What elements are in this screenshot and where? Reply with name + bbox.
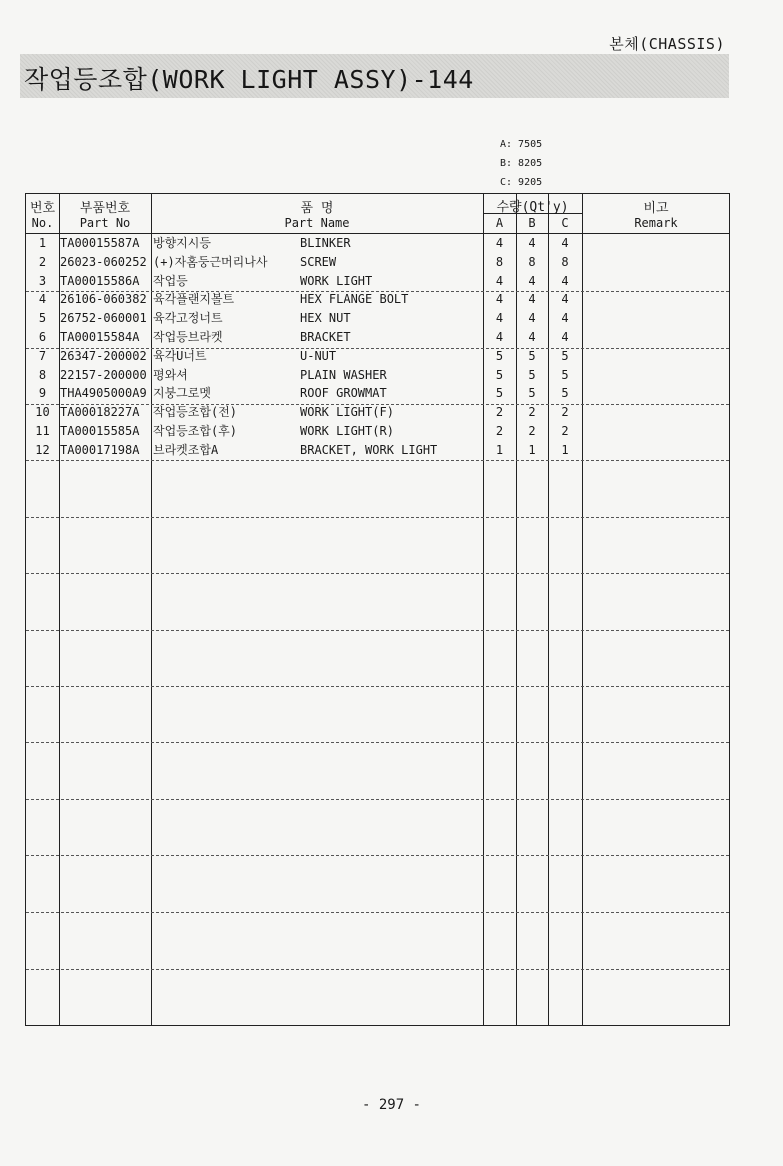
cell-b: 5	[528, 386, 536, 401]
cell-a: 5	[495, 386, 504, 401]
table-row	[26, 384, 729, 403]
cell-no: 11	[35, 424, 50, 438]
cell-kr: 육각플랜지볼트	[153, 292, 235, 307]
cell-part-no: 26752-060001	[60, 311, 147, 326]
cell-a: 4	[495, 311, 504, 326]
header-no-en: No.	[31, 216, 54, 230]
cell-part-no: TA00015587A	[60, 236, 140, 250]
cell-a: 5	[495, 367, 504, 382]
cell-no: 10	[35, 405, 50, 420]
cell-kr: 작업등	[153, 273, 188, 288]
cell-no: 4	[38, 292, 47, 307]
cell-kr: 평와셔	[153, 367, 188, 382]
cell-c: 5	[561, 386, 569, 401]
cell-c: 4	[561, 311, 569, 326]
cell-b: 1	[528, 442, 536, 457]
cell-b: 4	[528, 292, 536, 307]
page-number: - 297 -	[361, 1097, 421, 1113]
cell-no: 6	[38, 330, 47, 344]
cell-a: 1	[495, 442, 504, 457]
table-row	[26, 403, 729, 422]
cell-kr: 작업등조합(전)	[153, 405, 238, 420]
header-partno-kr: 부품번호	[79, 201, 131, 216]
cell-a: 8	[495, 254, 504, 269]
cell-part-no: THA4905000A9	[60, 386, 147, 401]
header-name-kr: 품 명	[300, 201, 334, 216]
header-qty: 수량(Qt'y)	[496, 200, 569, 215]
cell-kr: (+)자홈둥근머리나사	[153, 254, 268, 269]
cell-b: 8	[528, 254, 536, 269]
header-remark-kr: 비고	[643, 201, 669, 216]
cell-a: 2	[495, 405, 504, 420]
cell-c: 1	[561, 442, 569, 457]
cell-part-no: TA00018227A	[60, 405, 140, 420]
table-row	[26, 328, 729, 347]
cell-part-no: 22157-200000	[60, 367, 147, 382]
cell-c: 2	[561, 405, 569, 420]
cell-b: 4	[528, 273, 536, 288]
cell-a: 2	[495, 424, 504, 438]
cell-en: WORK LIGHT	[300, 273, 373, 288]
cell-no: 7	[38, 348, 47, 363]
cell-en: BLINKER	[300, 236, 351, 250]
cell-part-no: 26347-200002	[60, 348, 147, 363]
table-row	[26, 441, 729, 460]
header-name-en: Part Name	[284, 216, 350, 230]
cell-en: HEX NUT	[300, 311, 351, 326]
model-a: A: 7505	[500, 139, 543, 150]
cell-c: 5	[561, 367, 569, 382]
cell-no: 9	[38, 386, 47, 401]
cell-en: PLAIN WASHER	[300, 367, 387, 382]
cell-no: 12	[35, 442, 50, 457]
cell-kr: 방향지시등	[153, 236, 211, 250]
cell-no: 3	[38, 273, 47, 288]
cell-c: 5	[561, 348, 569, 363]
cell-kr: 육각U너트	[153, 348, 207, 363]
cell-en: WORK LIGHT(R)	[300, 424, 394, 438]
cell-kr: 지붕그로멧	[153, 386, 211, 401]
table-row	[26, 347, 729, 366]
cell-a: 4	[495, 330, 504, 344]
table-row	[26, 253, 729, 272]
cell-b: 4	[528, 236, 536, 250]
cell-c: 8	[561, 254, 569, 269]
header-partno-en: Part No	[79, 216, 131, 230]
table-row	[26, 234, 729, 253]
cell-b: 4	[528, 330, 536, 344]
cell-kr: 작업등브라켓	[153, 330, 223, 344]
cell-part-no: TA00015584A	[60, 330, 140, 344]
cell-part-no: 26023-060252	[60, 254, 147, 269]
cell-c: 4	[561, 273, 569, 288]
cell-c: 4	[561, 330, 569, 344]
cell-a: 4	[495, 273, 504, 288]
cell-no: 8	[38, 367, 47, 382]
cell-en: BRACKET	[300, 330, 351, 344]
cell-a: 4	[495, 236, 504, 250]
cell-a: 5	[495, 348, 504, 363]
cell-kr: 육각고정너트	[153, 311, 223, 326]
table-row	[26, 290, 729, 309]
cell-en: ROOF GROWMAT	[300, 386, 387, 401]
header-qty-c: C	[561, 216, 569, 230]
model-b: B: 8205	[500, 158, 543, 169]
cell-no: 5	[38, 311, 47, 326]
cell-no: 2	[38, 254, 47, 269]
cell-en: WORK LIGHT(F)	[300, 405, 394, 420]
cell-c: 4	[561, 292, 569, 307]
table-row	[26, 309, 729, 328]
cell-en: HEX FLANGE BOLT	[300, 292, 409, 307]
cell-b: 4	[528, 311, 536, 326]
table-row	[26, 272, 729, 291]
table-row	[26, 422, 729, 441]
cell-part-no: TA00017198A	[60, 442, 140, 457]
cell-kr: 브라켓조합A	[153, 442, 219, 457]
cell-b: 5	[528, 367, 536, 382]
cell-b: 5	[528, 348, 536, 363]
page-title: 작업등조합(WORK LIGHT ASSY)-144	[24, 65, 474, 94]
model-c: C: 9205	[500, 177, 543, 188]
table-row	[26, 366, 729, 385]
cell-kr: 작업등조합(후)	[153, 424, 238, 438]
cell-b: 2	[528, 405, 536, 420]
cell-part-no: TA00015586A	[60, 273, 140, 288]
header-qty-a: A	[495, 216, 504, 230]
header-remark-en: Remark	[634, 216, 678, 230]
cell-no: 1	[38, 236, 47, 250]
header-no-kr: 번호	[29, 201, 56, 216]
cell-c: 4	[561, 236, 569, 250]
header-qty-b: B	[528, 216, 536, 230]
parts-table	[25, 193, 730, 1026]
cell-en: BRACKET, WORK LIGHT	[300, 442, 438, 457]
cell-b: 2	[528, 424, 536, 438]
cell-en: SCREW	[300, 254, 337, 269]
cell-a: 4	[495, 292, 504, 307]
cell-en: U-NUT	[300, 348, 337, 363]
cell-part-no: TA00015585A	[60, 424, 140, 438]
section-label: 본체(CHASSIS)	[609, 35, 725, 53]
cell-part-no: 26106-060382	[60, 292, 147, 307]
cell-c: 2	[561, 424, 569, 438]
